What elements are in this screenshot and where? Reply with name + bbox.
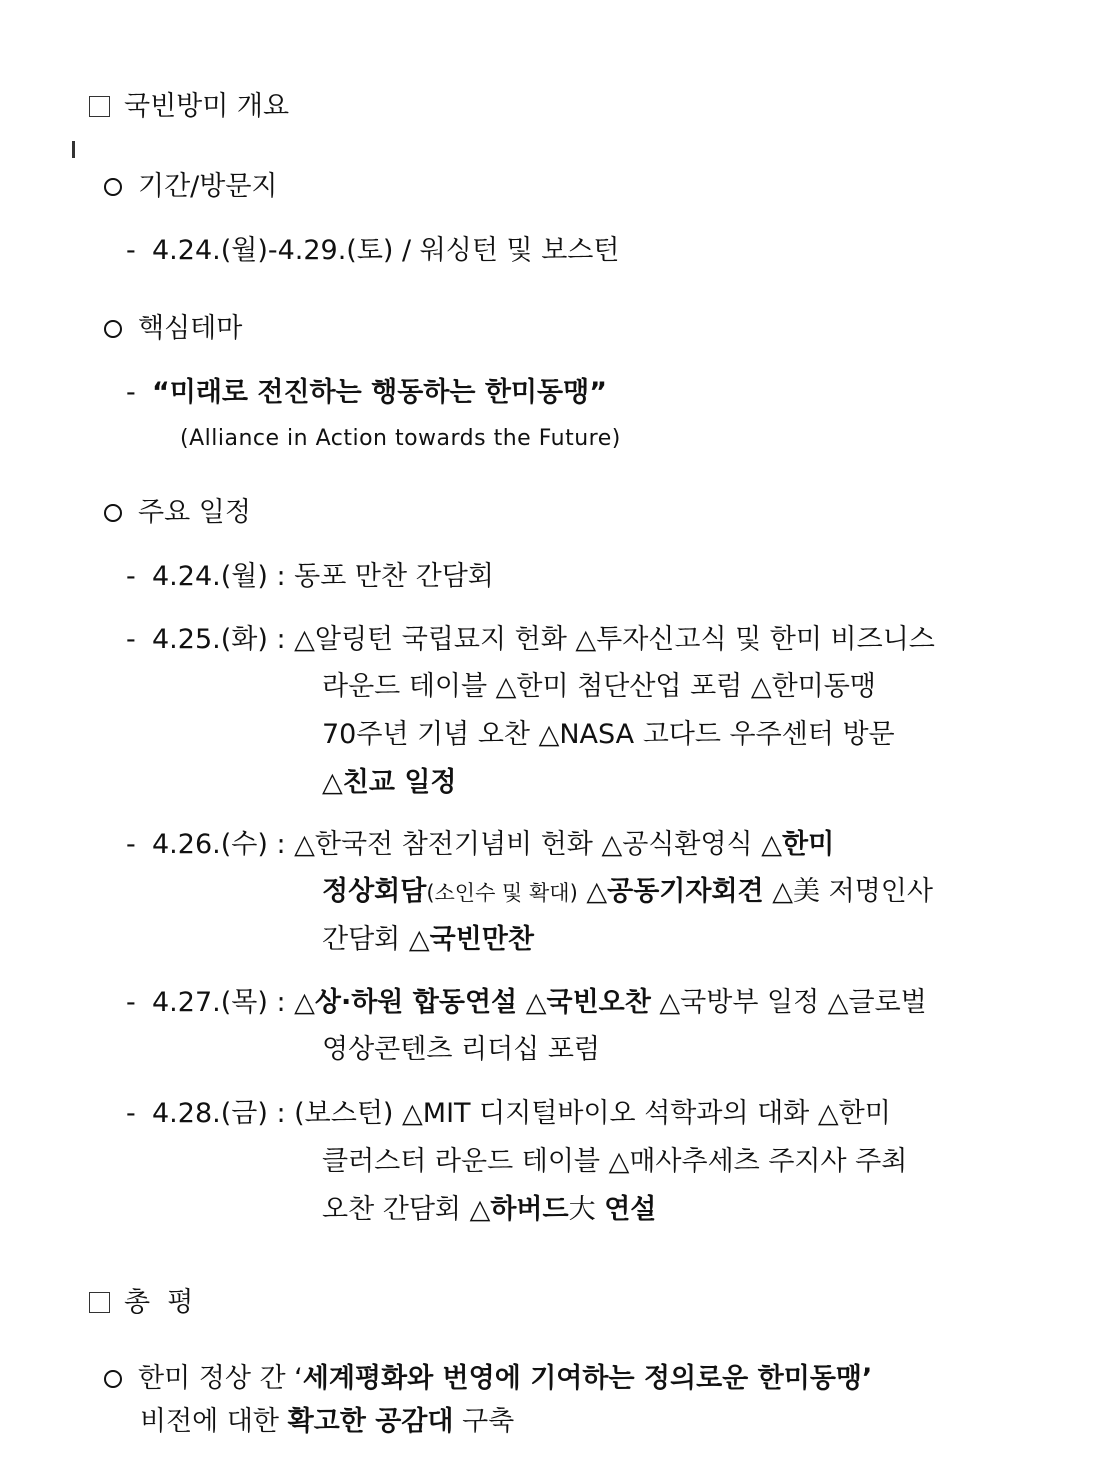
text-cursor bbox=[72, 141, 75, 158]
circle-bullet-icon bbox=[104, 504, 122, 522]
schedule-date: 4.28.(금) bbox=[152, 1098, 268, 1129]
schedule-text: 동포 만찬 간담회 bbox=[294, 561, 494, 592]
period-detail-text: 4.24.(월)-4.29.(토) / 워싱턴 및 보스턴 bbox=[152, 235, 620, 266]
schedule-continuation: 클러스터 라운드 테이블 △매사추세츠 주지사 주최 bbox=[322, 1146, 908, 1177]
subheading-text: 핵심테마 bbox=[138, 313, 243, 344]
quote-close: ’ bbox=[862, 1363, 873, 1394]
bold-text: 세계평화와 번영에 기여하는 정의로운 한미동맹 bbox=[302, 1363, 862, 1394]
bold-text: 연설 bbox=[604, 1194, 657, 1225]
schedule-text: 간담회 △ bbox=[322, 924, 430, 955]
bold-text: 상·하원 합동연설 bbox=[314, 987, 518, 1018]
checkbox-square-icon bbox=[89, 1292, 110, 1313]
schedule-text: △알링턴 국립묘지 헌화 △투자신고식 및 한미 비즈니스 bbox=[294, 624, 935, 655]
schedule-item-0426: - 4.26.(수) : △한국전 참전기념비 헌화 △공식환영식 △한미 bbox=[126, 829, 835, 860]
bold-text: 국빈만찬 bbox=[429, 924, 534, 955]
schedule-continuation bbox=[322, 1193, 656, 1227]
theme-english: (Alliance in Action towards the Future) bbox=[180, 426, 621, 451]
quote-open: “ bbox=[152, 377, 170, 408]
triangle-marker: △ bbox=[294, 987, 315, 1018]
dash-bullet: - bbox=[126, 829, 136, 860]
schedule-item-0424: - 4.24.(월) : 동포 만찬 간담회 bbox=[126, 561, 494, 592]
bold-text: 확고한 공감대 bbox=[287, 1406, 454, 1437]
schedule-text: 오찬 간담회 △ bbox=[322, 1194, 491, 1225]
dash-bullet: - bbox=[126, 561, 136, 592]
paragraph-text: 구축 bbox=[453, 1406, 515, 1437]
dash-bullet: - bbox=[126, 1098, 136, 1129]
theme-main-text: 미래로 전진하는 행동하는 한미동맹 bbox=[169, 377, 590, 408]
subheading-theme bbox=[104, 312, 242, 346]
schedule-continuation bbox=[322, 766, 457, 800]
subheading-text: 주요 일정 bbox=[138, 497, 251, 528]
dash-bullet: - bbox=[126, 235, 136, 266]
subheading-schedule bbox=[104, 496, 251, 530]
schedule-continuation: 라운드 테이블 △한미 첨단산업 포럼 △한미동맹 bbox=[322, 671, 876, 702]
theme-main bbox=[126, 376, 607, 410]
period-detail bbox=[126, 234, 619, 268]
paragraph-text: 한미 정상 간 ‘ bbox=[138, 1363, 303, 1394]
section-heading-review bbox=[89, 1286, 193, 1320]
review-paragraph-continuation bbox=[140, 1405, 514, 1439]
dash-bullet: - bbox=[126, 377, 136, 408]
review-paragraph bbox=[104, 1362, 872, 1396]
schedule-text: △한국전 참전기념비 헌화 △공식환영식 △ bbox=[294, 829, 782, 860]
triangle-marker: △ bbox=[577, 876, 608, 907]
checkbox-square-icon bbox=[89, 96, 110, 117]
dash-bullet: - bbox=[126, 987, 136, 1018]
circle-bullet-icon bbox=[104, 1370, 122, 1388]
schedule-continuation: 70주년 기념 오찬 △NASA 고다드 우주센터 방문 bbox=[322, 719, 895, 750]
paragraph-text: 비전에 대한 bbox=[140, 1406, 288, 1437]
dash-bullet: - bbox=[126, 624, 136, 655]
schedule-date: 4.27.(목) bbox=[152, 987, 268, 1018]
schedule-continuation: 영상콘텐츠 리더십 포럼 bbox=[322, 1034, 600, 1065]
schedule-text: (보스턴) △MIT 디지털바이오 석학과의 대화 △한미 bbox=[294, 1098, 891, 1129]
section-heading-overview bbox=[89, 90, 289, 124]
quote-close: ” bbox=[589, 377, 607, 408]
schedule-item-0428: - 4.28.(금) : (보스턴) △MIT 디지털바이오 석학과의 대화 △한미 bbox=[126, 1098, 891, 1129]
schedule-date: 4.24.(월) bbox=[152, 561, 268, 592]
schedule-text: 大 bbox=[568, 1194, 605, 1225]
schedule-continuation bbox=[322, 923, 534, 957]
circle-bullet-icon bbox=[104, 178, 122, 196]
schedule-continuation bbox=[322, 875, 933, 910]
schedule-date: 4.25.(화) bbox=[152, 624, 268, 655]
schedule-text: △美 저명인사 bbox=[763, 876, 933, 907]
schedule-text: △국방부 일정 △글로벌 bbox=[650, 987, 927, 1018]
bold-text: 한미 bbox=[781, 829, 835, 860]
bold-text: 하버드 bbox=[490, 1194, 569, 1225]
section-title: 총 평 bbox=[124, 1287, 194, 1318]
subheading-period bbox=[104, 170, 278, 204]
bold-text: 친교 일정 bbox=[342, 767, 457, 798]
bold-text: 정상회담 bbox=[322, 876, 427, 907]
triangle-marker: △ bbox=[517, 987, 547, 1018]
schedule-item-0425: - 4.25.(화) : △알링턴 국립묘지 헌화 △투자신고식 및 한미 비즈니스 bbox=[126, 624, 935, 655]
section-title: 국빈방미 개요 bbox=[124, 91, 290, 122]
schedule-item-0427: - 4.27.(목) : △상·하원 합동연설 △국빈오찬 △국방부 일정 △글로벌 bbox=[126, 987, 927, 1018]
subheading-text: 기간/방문지 bbox=[138, 171, 278, 202]
bold-text: 국빈오찬 bbox=[546, 987, 651, 1018]
bold-text: 공동기자회견 bbox=[607, 876, 764, 907]
schedule-date: 4.26.(수) bbox=[152, 829, 268, 860]
circle-bullet-icon bbox=[104, 320, 122, 338]
small-note: (소인수 및 확대) bbox=[426, 881, 578, 905]
triangle-marker: △ bbox=[322, 767, 343, 798]
